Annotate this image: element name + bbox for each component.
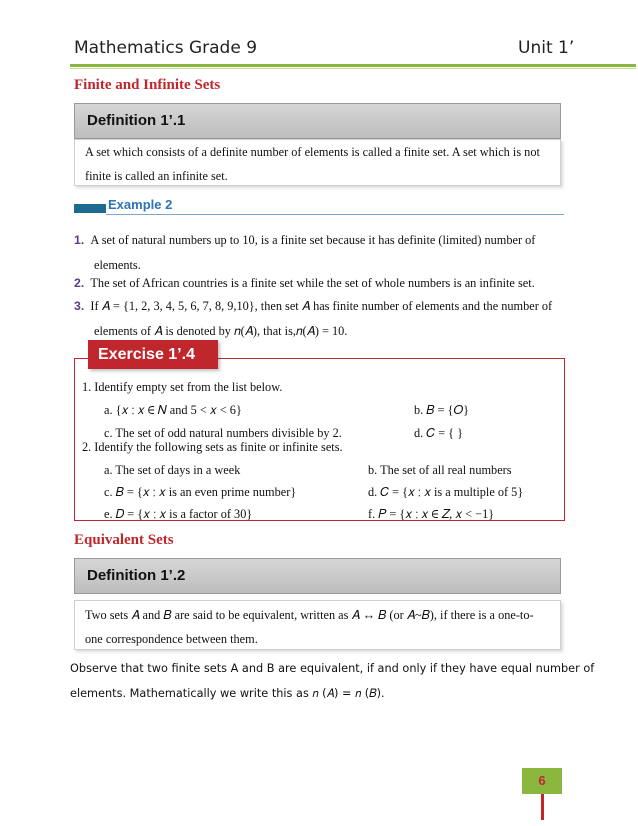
item-text-cont: elements. [94, 258, 141, 272]
section-title-finite: Finite and Infinite Sets [74, 77, 221, 93]
definition-2-box [74, 600, 561, 650]
exercise-q2b: b. The set of all real numbers [368, 463, 512, 477]
item-text: If 𝐴 = {1, 2, 3, 4, 5, 6, 7, 8, 9,10}, then set [90, 299, 302, 313]
exercise-q1d: d. 𝐶 = { } [414, 426, 463, 440]
definition-2-line2: one correspondence between them. [85, 632, 258, 646]
page-number-stem [541, 794, 544, 820]
exercise-q1: 1. Identify empty set from the list below. [82, 380, 283, 394]
definition-1-box [74, 139, 561, 186]
example-bar [74, 204, 106, 213]
exercise-title: Exercise 1’.4 [88, 340, 218, 369]
example-label: Example 2 [108, 197, 173, 212]
exercise-q2f: f. 𝑃 = {𝑥 ∶ 𝑥 ∈ 𝑍, 𝑥 < −1} [368, 507, 495, 521]
item-number: 1. [74, 233, 85, 247]
header-unit: Unit 1’ [518, 38, 575, 58]
example-item-1 [74, 230, 574, 276]
item-number: 3. [74, 299, 85, 313]
exercise-q2: 2. Identify the following sets as finite or infinite sets. [82, 440, 343, 454]
header-rule [70, 64, 636, 67]
example-item-2 [74, 273, 574, 294]
header-rule-thin [70, 68, 636, 69]
item-text: The set of African countries is a finite set while the set of whole numbers is an infinite set. [90, 276, 535, 290]
item-number: 2. [74, 276, 85, 290]
page-number: 6 [522, 768, 562, 794]
exercise-q2e: e. 𝐷 = {𝑥 ∶ 𝑥 is a factor of 30} [104, 507, 253, 521]
item-text-cont: elements of 𝐴 is denoted by 𝑛(𝐴), that is,𝑛(𝐴) = 10. [94, 324, 348, 338]
definition-2-line1: Two sets 𝐴 and 𝐵 are said to be equivalent, written as 𝐴 ↔ 𝐵 (or 𝐴~𝐵), if there is a one-to- [85, 608, 534, 622]
example-rule [106, 214, 564, 215]
section-title-equivalent: Equivalent Sets [74, 532, 174, 548]
exercise-q2d: d. 𝐶 = {𝑥 ∶ 𝑥 is a multiple of 5} [368, 485, 524, 499]
header-title: Mathematics Grade 9 [74, 38, 258, 58]
definition-1-heading: Definition 1’.1 [74, 103, 561, 139]
definition-2-heading: Definition 1’.2 [74, 558, 561, 594]
item-text: A set of natural numbers up to 10, is a finite set because it has definite (limited) number of [90, 233, 536, 247]
observe-line1: Observe that two finite sets A and B are equivalent, if and only if they have equal number of [70, 662, 595, 675]
exercise-q2c: c. 𝐵 = {𝑥 ∶ 𝑥 is an even prime number} [104, 485, 297, 499]
example-item-3 [74, 296, 574, 342]
exercise-q1c: c. The set of odd natural numbers divisible by 2. [104, 426, 342, 440]
exercise-q1b: b. 𝐵 = {𝑂} [414, 403, 469, 417]
item-text-var: 𝐴 [301, 299, 310, 313]
item-text-tail: has finite number of elements and the number of [310, 299, 553, 313]
definition-1-line1: A set which consists of a definite number of elements is called a finite set. A set which is not [85, 145, 540, 159]
observe-line2: elements. Mathematically we write this as 𝑛 (𝐴) = 𝑛 (𝐵). [70, 687, 385, 700]
exercise-q1a: a. {𝑥 ∶ 𝑥 ∈ 𝑁 and 5 < 𝑥 < 6} [104, 403, 242, 417]
exercise-q2a: a. The set of days in a week [104, 463, 241, 477]
observe-paragraph [70, 656, 630, 706]
definition-1-line2: finite is called an infinite set. [85, 169, 228, 183]
